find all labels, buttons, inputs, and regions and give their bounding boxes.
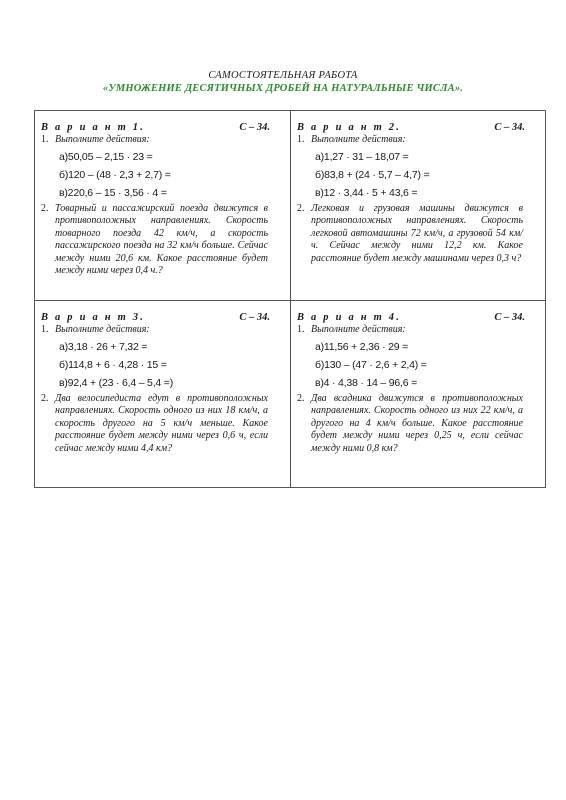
variant-cell-2: [291, 111, 545, 301]
task-number: 1.: [297, 324, 305, 335]
expression-list: [59, 148, 284, 202]
variant-code: С – 34.: [239, 122, 270, 133]
variant-cell-3: [35, 301, 291, 487]
variant-cell-4: [291, 301, 545, 487]
expression-a: а)3,18 · 26 + 7,32 =: [59, 340, 148, 353]
worksheet-title: САМОСТОЯТЕЛЬНАЯ РАБОТА: [208, 70, 358, 81]
variant-header: [41, 312, 284, 323]
variant-title: В а р и а н т 3.: [41, 312, 146, 323]
task-number: 1.: [297, 134, 305, 145]
task-number: 2.: [41, 392, 49, 404]
variant-title: В а р и а н т 2.: [297, 122, 402, 133]
expression-a: а)1,27 · 31 – 18,07 =: [315, 150, 409, 163]
variant-header: [41, 122, 284, 133]
variant-cell-1: [35, 111, 291, 301]
expression-b: б)130 – (47 · 2,6 + 2,4) =: [315, 358, 427, 371]
task-2: [41, 203, 284, 278]
word-problem: Товарный и пассажирский поезда движутся в противоположных направлениях. Скорость товарного поезда 42 км/ч, а скорость пассажирского поезда на 32 км/ч больше. Сейчас между ними 20,6 км. Какое расстояние будет между ними через 0,4 ч.?: [55, 202, 268, 276]
variant-header: [297, 122, 539, 133]
word-problem: Легковая и грузовая машины движутся в противоположных направлениях. Скорость легковой автомашины 72 км/ч, а грузовой 54 км/ч. Сейчас между ними 12,2 км. Какое расстояние будет между машинами через 0,3 ч?: [311, 202, 523, 264]
worksheet-topic: «УМНОЖЕНИЕ ДЕСЯТИЧНЫХ ДРОБЕЙ НА НАТУРАЛЬНЫЕ ЧИСЛА».: [102, 83, 464, 94]
task-number: 1.: [41, 324, 49, 335]
task-number: 2.: [41, 202, 49, 214]
task-number: 2.: [297, 392, 305, 404]
task-2: [41, 393, 284, 456]
expression-b: б)114,8 + 6 · 4,28 · 15 =: [59, 358, 167, 371]
expression-list: [315, 338, 539, 392]
word-problem: Два велосипедиста едут в противоположных направлениях. Скорость одного из них 18 км/ч, а скорость другого на 5 км/ч меньше. Какое расстояние будет между ними через 0,6 ч, если сейчас между ними 4,4 км?: [55, 392, 268, 454]
expression-c: в)4 · 4,38 · 14 – 96,6 =: [315, 376, 418, 389]
expression-list: [315, 148, 539, 202]
variant-title: В а р и а н т 4.: [297, 312, 402, 323]
task-1: [41, 134, 284, 147]
expression-a: а)50,05 – 2,15 · 23 =: [59, 150, 153, 163]
task-1: [297, 134, 539, 147]
task-2: [297, 393, 539, 456]
task-label: Выполните действия:: [55, 324, 150, 335]
expression-c: в)92,4 + (23 · 6,4 – 5,4 =): [59, 376, 173, 389]
task-label: Выполните действия:: [311, 324, 406, 335]
task-number: 1.: [41, 134, 49, 145]
task-label: Выполните действия:: [55, 134, 150, 145]
variant-code: С – 34.: [494, 122, 525, 133]
expression-b: б)120 – (48 · 2,3 + 2,7) =: [59, 168, 171, 181]
expression-c: в)220,6 – 15 · 3,56 · 4 =: [59, 186, 167, 199]
task-label: Выполните действия:: [311, 134, 406, 145]
task-1: [41, 324, 284, 337]
variant-header: [297, 312, 539, 323]
expression-b: б)83,8 + (24 · 5,7 – 4,7) =: [315, 168, 430, 181]
variants-table: [34, 110, 546, 488]
task-number: 2.: [297, 202, 305, 214]
expression-list: [59, 338, 284, 392]
task-1: [297, 324, 539, 337]
word-problem: Два всадника движутся в противоположных направлениях. Скорость одного из них 22 км/ч, а другого на 4 км/ч больше. Какое расстояние будет между ними через 0,25 ч, если сейчас между ними 0,8 км?: [311, 392, 523, 454]
variant-code: С – 34.: [239, 312, 270, 323]
expression-a: а)11,56 + 2,36 · 29 =: [315, 340, 409, 353]
variant-code: С – 34.: [494, 312, 525, 323]
expression-c: в)12 · 3,44 · 5 + 43,6 =: [315, 186, 418, 199]
variant-title: В а р и а н т 1.: [41, 122, 146, 133]
task-2: [297, 203, 539, 266]
